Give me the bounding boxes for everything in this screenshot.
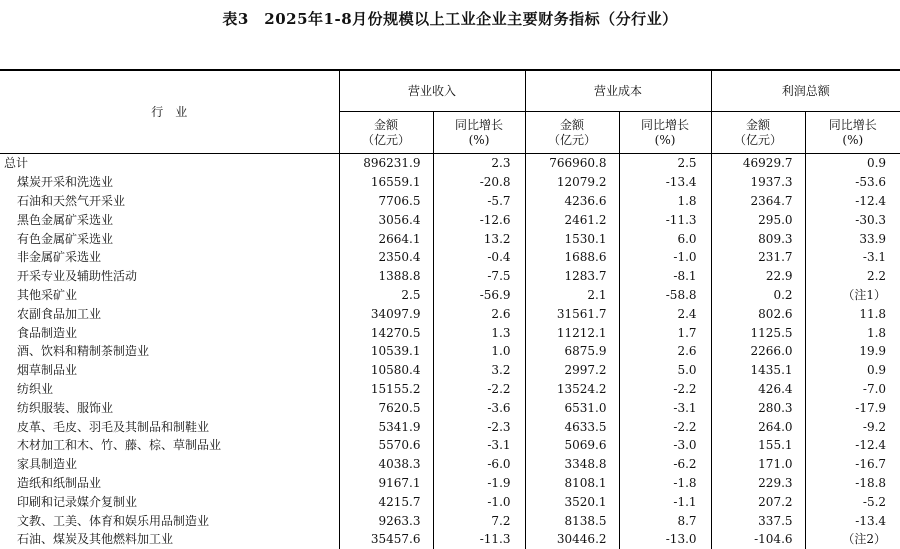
cell-cost: 1688.6 — [525, 248, 619, 267]
growth-unit: (%) — [468, 132, 490, 147]
table-row — [0, 154, 900, 173]
cell-profit: 264.0 — [711, 417, 805, 436]
amount-unit: （亿元） — [734, 132, 783, 147]
cell-industry-name: 农副食品加工业 — [0, 304, 339, 323]
table-title: 表3 2025年1-8月份规模以上工业企业主要财务指标（分行业） — [222, 10, 678, 28]
cell-revenue: 35457.6 — [339, 530, 433, 549]
cell-profit: 171.0 — [711, 455, 805, 474]
cell-cost-growth: 2.6 — [619, 342, 711, 361]
cell-cost-growth: 2.5 — [619, 154, 711, 173]
cell-industry-name: 家具制造业 — [0, 455, 339, 474]
cell-profit-growth: 1.8 — [866, 325, 887, 340]
cell-cost: 12079.2 — [525, 173, 619, 192]
cell-profit: 2364.7 — [711, 192, 805, 211]
cell-industry-name: 有色金属矿采选业 — [0, 229, 339, 248]
cell-cost: 4236.6 — [525, 192, 619, 211]
cell-revenue: 14270.5 — [339, 323, 433, 342]
header-revenue-amount — [339, 112, 433, 154]
cell-revenue-growth: -7.5 — [433, 267, 525, 286]
cell-revenue-growth: -20.8 — [433, 173, 525, 192]
table-row — [0, 323, 900, 342]
cell-cost-growth: -58.8 — [619, 286, 711, 305]
cell-cost-growth: -13.0 — [619, 530, 711, 549]
cell-cost: 2461.2 — [525, 210, 619, 229]
cell-profit-growth: -30.3 — [855, 212, 887, 227]
cell-profit-growth: 33.9 — [859, 231, 887, 246]
cell-revenue: 10580.4 — [339, 361, 433, 380]
header-revenue: 营业收入 — [339, 70, 525, 112]
cell-cost: 11212.1 — [525, 323, 619, 342]
cell-cost-growth: 8.7 — [619, 511, 711, 530]
cell-cost: 3348.8 — [525, 455, 619, 474]
cell-revenue: 34097.9 — [339, 304, 433, 323]
table-row — [0, 398, 900, 417]
cell-profit-growth: -18.8 — [855, 475, 887, 490]
cell-industry-name: 石油、煤炭及其他燃料加工业 — [0, 530, 339, 549]
cell-revenue: 9167.1 — [339, 474, 433, 493]
cell-cost-growth: -1.8 — [619, 474, 711, 493]
amount-unit: （亿元） — [548, 132, 597, 147]
header-profit-amount — [711, 112, 805, 154]
table-row — [0, 248, 900, 267]
growth-label: 同比增长 — [455, 117, 504, 132]
cell-profit: 1125.5 — [711, 323, 805, 342]
header-cost-amount — [525, 112, 619, 154]
cell-cost-growth: -11.3 — [619, 210, 711, 229]
cell-cost-growth: -13.4 — [619, 173, 711, 192]
cell-profit: 207.2 — [711, 492, 805, 511]
cell-industry-name: 黑色金属矿采选业 — [0, 210, 339, 229]
header-cost-growth — [619, 112, 711, 154]
cell-industry-name: 其他采矿业 — [0, 286, 339, 305]
cell-profit-growth: -16.7 — [855, 457, 887, 472]
cell-revenue: 15155.2 — [339, 380, 433, 399]
cell-cost-growth: -3.1 — [619, 398, 711, 417]
cell-industry-name: 皮革、毛皮、羽毛及其制品和制鞋业 — [0, 417, 339, 436]
cell-industry-name: 开采专业及辅助性活动 — [0, 267, 339, 286]
header-profit: 利润总额 — [711, 70, 900, 112]
cell-revenue-growth: -56.9 — [433, 286, 525, 305]
table-row — [0, 267, 900, 286]
cell-profit-growth: -17.9 — [855, 400, 887, 415]
cell-profit: 2266.0 — [711, 342, 805, 361]
cell-industry-name: 食品制造业 — [0, 323, 339, 342]
cell-profit: 802.6 — [711, 304, 805, 323]
table-row — [0, 417, 900, 436]
cell-profit: 809.3 — [711, 229, 805, 248]
cell-cost: 31561.7 — [525, 304, 619, 323]
table-row — [0, 342, 900, 361]
cell-profit-growth: 11.8 — [859, 306, 887, 321]
table-row — [0, 304, 900, 323]
cell-cost-growth: 5.0 — [619, 361, 711, 380]
cell-revenue-growth: 2.6 — [433, 304, 525, 323]
cell-revenue: 1388.8 — [339, 267, 433, 286]
cell-industry-name: 木材加工和木、竹、藤、棕、草制品业 — [0, 436, 339, 455]
cell-profit-growth: （注2） — [842, 532, 887, 547]
cell-cost: 6531.0 — [525, 398, 619, 417]
header-cost: 营业成本 — [525, 70, 711, 112]
cell-cost: 5069.6 — [525, 436, 619, 455]
cell-industry-name: 纺织业 — [0, 380, 339, 399]
cell-industry-name: 总计 — [0, 154, 339, 173]
cell-industry-name: 文教、工美、体育和娱乐用品制造业 — [0, 511, 339, 530]
cell-industry-name: 煤炭开采和洗选业 — [0, 173, 339, 192]
amount-label: 金额 — [560, 117, 585, 132]
table-row — [0, 286, 900, 305]
cell-revenue-growth: -1.9 — [433, 474, 525, 493]
cell-profit: 22.9 — [711, 267, 805, 286]
cell-profit-growth: -9.2 — [862, 419, 887, 434]
table-row — [0, 455, 900, 474]
cell-cost-growth: -2.2 — [619, 417, 711, 436]
table-row — [0, 229, 900, 248]
cell-cost: 30446.2 — [525, 530, 619, 549]
cell-profit: 1937.3 — [711, 173, 805, 192]
cell-profit: 0.2 — [711, 286, 805, 305]
table-row — [0, 530, 900, 549]
cell-revenue-growth: 1.0 — [433, 342, 525, 361]
cell-profit: 426.4 — [711, 380, 805, 399]
cell-cost: 6875.9 — [525, 342, 619, 361]
cell-cost-growth: -1.0 — [619, 248, 711, 267]
cell-profit-growth: 19.9 — [859, 344, 887, 359]
cell-cost: 13524.2 — [525, 380, 619, 399]
table-row — [0, 474, 900, 493]
table-row — [0, 511, 900, 530]
cell-profit-growth: -3.1 — [862, 250, 887, 265]
growth-unit: (%) — [654, 132, 676, 147]
cell-revenue-growth: 1.3 — [433, 323, 525, 342]
growth-label: 同比增长 — [828, 117, 877, 132]
cell-cost: 3520.1 — [525, 492, 619, 511]
cell-cost: 766960.8 — [525, 154, 619, 173]
cell-cost-growth: 2.4 — [619, 304, 711, 323]
cell-profit: 46929.7 — [711, 154, 805, 173]
cell-profit: 280.3 — [711, 398, 805, 417]
cell-revenue-growth: -6.0 — [433, 455, 525, 474]
cell-revenue: 896231.9 — [339, 154, 433, 173]
cell-revenue-growth: -12.6 — [433, 210, 525, 229]
cell-profit: 1435.1 — [711, 361, 805, 380]
cell-profit-growth: -12.4 — [855, 193, 887, 208]
cell-industry-name: 印刷和记录媒介复制业 — [0, 492, 339, 511]
cell-cost: 1530.1 — [525, 229, 619, 248]
cell-revenue: 10539.1 — [339, 342, 433, 361]
cell-revenue-growth: -5.7 — [433, 192, 525, 211]
table-body — [0, 154, 900, 549]
cell-profit-growth: -53.6 — [855, 175, 887, 190]
cell-profit: 337.5 — [711, 511, 805, 530]
cell-cost-growth: 6.0 — [619, 229, 711, 248]
cell-industry-name: 烟草制品业 — [0, 361, 339, 380]
header-row-groups — [0, 70, 900, 112]
cell-cost-growth: 1.7 — [619, 323, 711, 342]
cell-profit-growth: 0.9 — [866, 156, 887, 171]
amount-label: 金额 — [373, 117, 398, 132]
header-profit-growth — [805, 112, 900, 154]
header-revenue-growth — [433, 112, 525, 154]
cell-revenue: 3056.4 — [339, 210, 433, 229]
cell-cost: 2.1 — [525, 286, 619, 305]
cell-cost: 4633.5 — [525, 417, 619, 436]
cell-cost-growth: 1.8 — [619, 192, 711, 211]
cell-revenue-growth: 7.2 — [433, 511, 525, 530]
cell-revenue: 2.5 — [339, 286, 433, 305]
financial-indicators-table — [0, 69, 900, 549]
cell-profit-growth: （注1） — [842, 287, 887, 302]
cell-industry-name: 纺织服装、服饰业 — [0, 398, 339, 417]
cell-cost-growth: -6.2 — [619, 455, 711, 474]
cell-revenue-growth: -0.4 — [433, 248, 525, 267]
growth-label: 同比增长 — [641, 117, 690, 132]
header-industry: 行 业 — [0, 70, 339, 154]
cell-industry-name: 石油和天然气开采业 — [0, 192, 339, 211]
cell-profit-growth: 2.2 — [866, 269, 887, 284]
cell-profit-growth: -7.0 — [862, 381, 887, 396]
cell-profit-growth: 0.9 — [866, 363, 887, 378]
cell-revenue-growth: -11.3 — [433, 530, 525, 549]
cell-profit: 229.3 — [711, 474, 805, 493]
cell-revenue: 4038.3 — [339, 455, 433, 474]
cell-profit: 231.7 — [711, 248, 805, 267]
cell-revenue-growth: 2.3 — [433, 154, 525, 173]
cell-cost: 8108.1 — [525, 474, 619, 493]
amount-label: 金额 — [746, 117, 771, 132]
cell-revenue: 5341.9 — [339, 417, 433, 436]
cell-revenue: 16559.1 — [339, 173, 433, 192]
amount-unit: （亿元） — [361, 132, 410, 147]
cell-revenue: 7620.5 — [339, 398, 433, 417]
cell-revenue-growth: -2.2 — [433, 380, 525, 399]
cell-revenue-growth: 13.2 — [433, 229, 525, 248]
cell-cost-growth: -1.1 — [619, 492, 711, 511]
cell-revenue: 2350.4 — [339, 248, 433, 267]
cell-cost-growth: -2.2 — [619, 380, 711, 399]
cell-profit: 155.1 — [711, 436, 805, 455]
cell-revenue: 7706.5 — [339, 192, 433, 211]
table-row — [0, 436, 900, 455]
cell-profit: -104.6 — [711, 530, 805, 549]
cell-revenue-growth: 3.2 — [433, 361, 525, 380]
cell-industry-name: 酒、饮料和精制茶制造业 — [0, 342, 339, 361]
cell-industry-name: 非金属矿采选业 — [0, 248, 339, 267]
cell-profit-growth: -5.2 — [862, 494, 887, 509]
table-row — [0, 492, 900, 511]
cell-revenue-growth: -3.1 — [433, 436, 525, 455]
cell-cost-growth: -3.0 — [619, 436, 711, 455]
cell-revenue-growth: -3.6 — [433, 398, 525, 417]
cell-profit: 295.0 — [711, 210, 805, 229]
table-row — [0, 210, 900, 229]
cell-industry-name: 造纸和纸制品业 — [0, 474, 339, 493]
cell-profit-growth: -12.4 — [855, 438, 887, 453]
cell-revenue: 5570.6 — [339, 436, 433, 455]
cell-revenue: 2664.1 — [339, 229, 433, 248]
cell-profit-growth: -13.4 — [855, 513, 887, 528]
table-row — [0, 192, 900, 211]
table-row — [0, 173, 900, 192]
table-row — [0, 380, 900, 399]
cell-cost: 8138.5 — [525, 511, 619, 530]
cell-cost-growth: -8.1 — [619, 267, 711, 286]
cell-revenue: 9263.3 — [339, 511, 433, 530]
table-row — [0, 361, 900, 380]
growth-unit: (%) — [842, 132, 864, 147]
cell-revenue: 4215.7 — [339, 492, 433, 511]
cell-cost: 2997.2 — [525, 361, 619, 380]
cell-revenue-growth: -2.3 — [433, 417, 525, 436]
cell-revenue-growth: -1.0 — [433, 492, 525, 511]
cell-cost: 1283.7 — [525, 267, 619, 286]
